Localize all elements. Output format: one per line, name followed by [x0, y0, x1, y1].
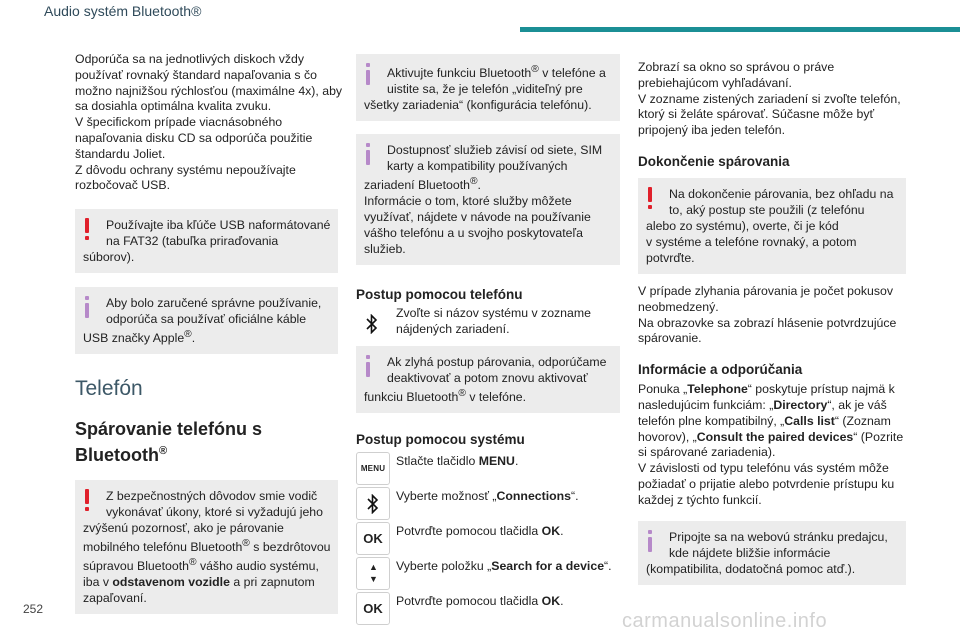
- paragraph-cd-burning: Odporúča sa na jednotlivých diskoch vždy používať rovnaký štandard napaľovania s čo možno najnižšou rýchlosťou (maximálne 4x), aby sa dosiahla optimálna kvalita zvuku. V špecifickom prípade viacnásobného napaľovania disku CD sa odporúča použitie štandardu Joliet. Z dôvodu ochrany systému nepoužívajte rozbočovač USB.: [75, 52, 343, 193]
- info-i-icon: [366, 143, 372, 165]
- column-1: [75, 52, 343, 614]
- column-3: [638, 52, 906, 585]
- info-box-dealer-website: Pripojte sa na webovú stránku predajcu, kde nájdete bližšie informácie (kompatibilita, dodatočná pomoc atď.).: [638, 521, 906, 585]
- exclamation-icon: [85, 489, 90, 511]
- running-header: Audio systém Bluetooth®: [44, 3, 202, 19]
- exclamation-icon: [648, 187, 653, 209]
- system-step-connections: Vyberte možnosť „Connections“.: [356, 487, 620, 521]
- ok-button-icon: OK: [356, 592, 390, 625]
- warning-box-verify-code: Na dokončenie párovania, bez ohľadu na to, aký postup ste použili (z telefónu alebo zo systému), overte, či je kód v systéme a telefóne rovnaký, a potom potvrďte.: [638, 178, 906, 274]
- system-step-search: ▲▼ Vyberte položku „Search for a device“.: [356, 557, 620, 591]
- info-i-icon: [366, 63, 372, 85]
- info-box-pairing-failed: Ak zlyhá postup párovania, odporúčame deaktivovať a potom znovu aktivovať funkciu Bluetooth® v telefóne.: [356, 346, 620, 413]
- heading-finish-pairing: Dokončenie spárovania: [638, 153, 790, 169]
- paragraph-search-window: Zobrazí sa okno so správou o práve prebiehajúcom vyhľadávaní. V zozname zistených zariadení si zvoľte telefón, ktorý si želáte spárovať. Súčasne môže byť pripojený iba jeden telefón.: [638, 60, 901, 138]
- info-i-icon: [366, 355, 372, 377]
- exclamation-icon: [85, 218, 90, 240]
- subsection-title: Spárovanie telefónu s Bluetooth®: [75, 419, 263, 466]
- phone-step: Zvoľte si názov systému v zozname nájdených zariadení.: [356, 308, 620, 342]
- bluetooth-icon: [356, 487, 390, 520]
- info-i-icon: [648, 530, 654, 552]
- paragraph-telephone-menu: Ponuka „Telephone“ poskytuje prístup najmä k nasledujúcim funkciám: „Directory“, ak je váš telefón plne kompatibilný, „Calls list“ (Zoznam hovorov), „Consult the paired devices“ (Pozrite si spárované zariadenia). V závislosti od typu telefónu vás systém môže požiadať o prijatie alebo potvrdenie prístupu ku každej z týchto funkcií.: [638, 382, 904, 507]
- up-down-arrows-icon: ▲▼: [356, 557, 390, 590]
- heading-phone-procedure: Postup pomocou telefónu: [356, 287, 523, 303]
- watermark: carmanualsonline.info: [622, 610, 828, 632]
- system-step-ok-1: OK Potvrďte pomocou tlačidla OK.: [356, 522, 620, 556]
- column-2: [356, 52, 620, 626]
- system-step-ok-2: OK Potvrďte pomocou tlačidla OK.: [356, 592, 620, 626]
- warning-box-usb-fat32: Používajte iba kľúče USB naformátované na FAT32 (tabuľka priraďovania súborov).: [75, 209, 338, 273]
- info-box-activate-bluetooth: Aktivujte funkciu Bluetooth® v telefóne a uistite sa, že je telefón „viditeľný pre všetky zariadenia“ (konfigurácia telefónu).: [356, 54, 620, 121]
- menu-button-icon: MENU: [356, 452, 390, 485]
- ok-button-icon: OK: [356, 522, 390, 555]
- info-box-service-availability: Dostupnosť služieb závisí od siete, SIM karty a kompatibility používaných zariadení Bluetooth®. Informácie o tom, ktoré služby môžete využívať, nájdete v návode na používanie vášho telefónu a u svojho poskytovateľa služieb.: [356, 134, 620, 265]
- system-step-menu: MENU Stlačte tlačidlo MENU.: [356, 452, 620, 486]
- heading-system-procedure: Postup pomocou systému: [356, 432, 525, 448]
- page-number: 252: [23, 602, 44, 616]
- warning-box-safety: Z bezpečnostných dôvodov smie vodič vykonávať úkony, ktoré si vyžadujú jeho zvýšenú pozornosť, ako je párovanie mobilného telefónu Bluetooth® s bezdrôtovou súpravou Bluetooth® vášho audio systému, iba v odstavenom vozidle a pri zapnutom zapaľovaní.: [75, 480, 338, 614]
- info-box-apple-cables: Aby bolo zaručené správne používanie, odporúča sa používať oficiálne káble USB značky Apple®.: [75, 287, 338, 354]
- heading-info-recommendations: Informácie a odporúčania: [638, 362, 803, 378]
- section-title: Telefón: [75, 377, 143, 401]
- info-i-icon: [85, 296, 91, 318]
- paragraph-pairing-failure: V prípade zlyhania párovania je počet pokusov neobmedzený. Na obrazovke sa zobrazí hlásenie potvrdzujúce spárovanie.: [638, 283, 897, 346]
- header-accent-bar: [520, 27, 960, 32]
- bluetooth-icon: [356, 308, 388, 339]
